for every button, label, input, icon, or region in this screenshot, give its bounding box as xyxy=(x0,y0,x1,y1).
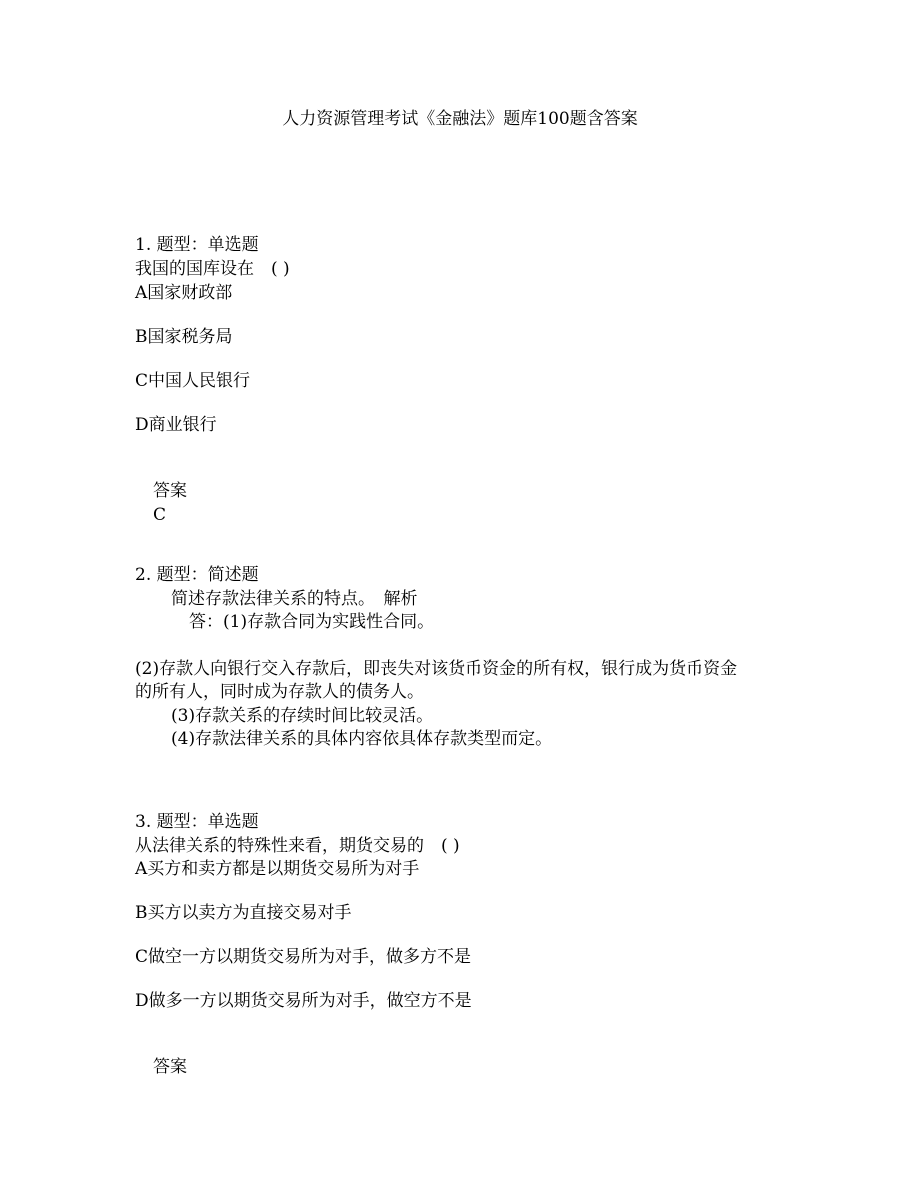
question-header: 3. 题型：单选题 xyxy=(135,812,259,832)
question-header: 1. 题型：单选题 xyxy=(135,235,259,255)
question-stem: 我国的国库设在 ( ) xyxy=(135,259,290,279)
analysis-line: 答：(1)存款合同为实践性合同。 xyxy=(189,612,435,632)
option-d: D商业银行 xyxy=(135,415,217,435)
analysis-line: (3)存款关系的存续时间比较灵活。 xyxy=(171,706,434,726)
option-d: D做多一方以期货交易所为对手，做空方不是 xyxy=(135,991,472,1011)
option-c: C中国人民银行 xyxy=(135,371,251,391)
question-stem: 简述存款法律关系的特点。 解析 xyxy=(171,589,418,609)
document-title: 人力资源管理考试《金融法》题库100题含答案 xyxy=(282,109,638,129)
analysis-line: (4)存款法律关系的具体内容依具体存款类型而定。 xyxy=(171,729,553,749)
option-b: B国家税务局 xyxy=(135,327,233,347)
question-stem: 从法律关系的特殊性来看，期货交易的 ( ) xyxy=(135,836,460,856)
answer-label: 答案 xyxy=(153,481,187,501)
analysis-line: (2)存款人向银行交入存款后，即丧失对该货币资金的所有权，银行成为货币资金 xyxy=(135,659,738,679)
question-header: 2. 题型：简述题 xyxy=(135,565,259,585)
option-c: C做空一方以期货交易所为对手，做多方不是 xyxy=(135,947,472,967)
answer-value: C xyxy=(153,505,167,525)
option-b: B买方以卖方为直接交易对手 xyxy=(135,903,352,923)
analysis-line: 的所有人，同时成为存款人的债务人。 xyxy=(135,682,424,702)
option-a: A买方和卖方都是以期货交易所为对手 xyxy=(135,859,420,879)
answer-label: 答案 xyxy=(153,1057,187,1077)
option-a: A国家财政部 xyxy=(135,283,233,303)
